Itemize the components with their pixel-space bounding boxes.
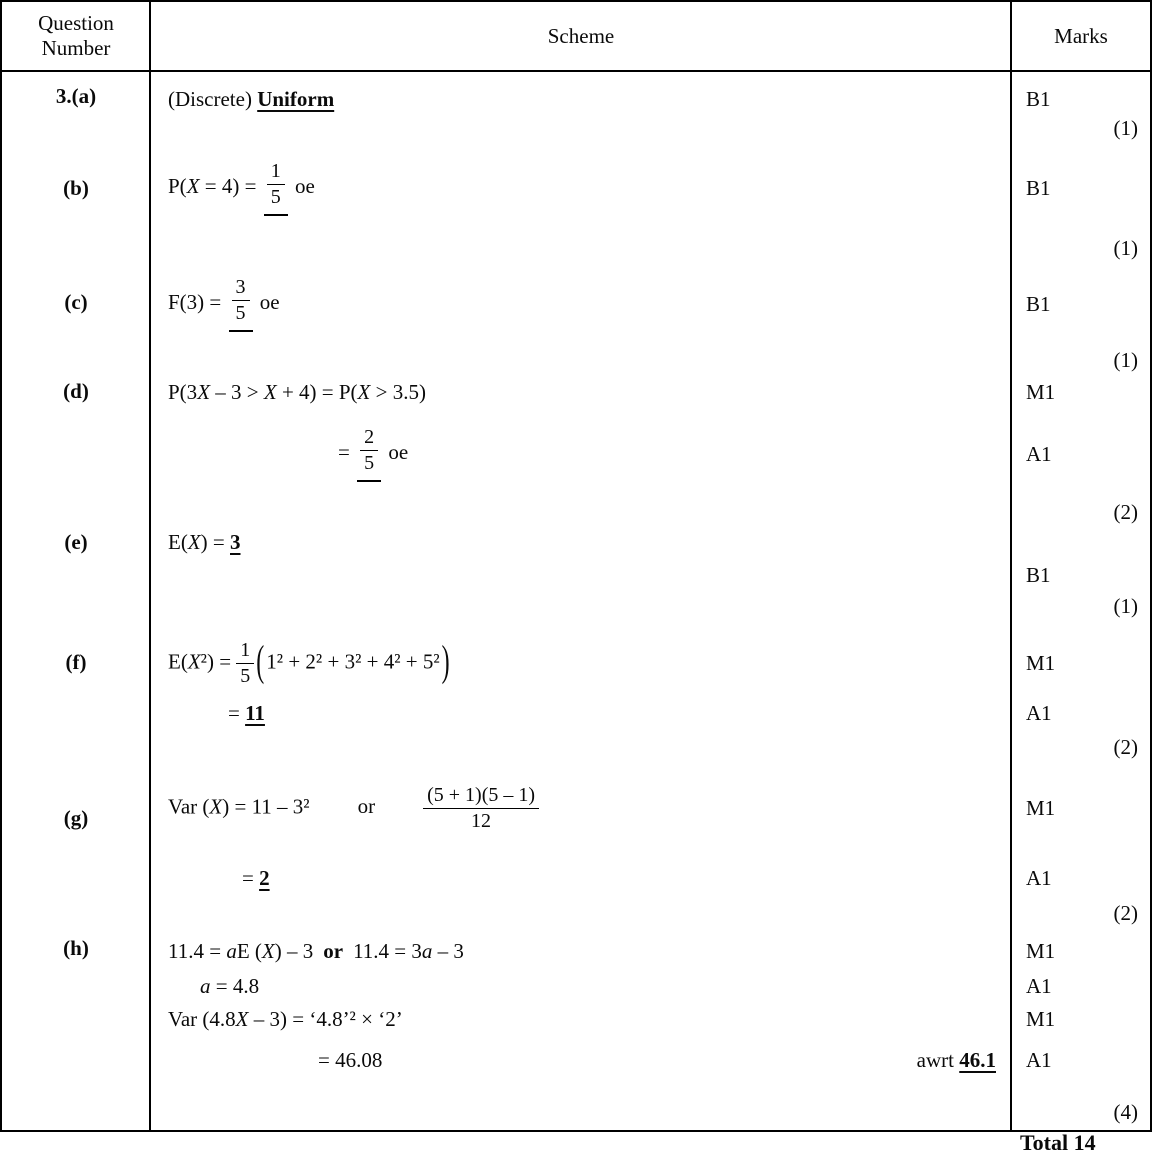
mark-code: A1 <box>1026 1047 1052 1072</box>
scheme-text: E( <box>168 648 188 673</box>
open-paren: ( <box>256 638 265 686</box>
variable: X <box>187 529 201 554</box>
variable: X <box>357 379 371 404</box>
scheme-text: = <box>338 439 356 464</box>
answer-text: 46.1 <box>959 1047 996 1072</box>
answer-text: 11 <box>245 700 265 725</box>
part-a <box>2 72 1150 142</box>
part-f <box>2 620 1150 762</box>
scheme-text: – 3) = ‘4.8’² × ‘2’ <box>248 1006 403 1031</box>
variable: X <box>197 379 211 404</box>
marks-count: (1) <box>1113 347 1138 372</box>
scheme-text: oe <box>383 439 409 464</box>
mark-code: B1 <box>1026 175 1051 200</box>
fraction-numerator: (5 + 1)(5 – 1) <box>423 784 539 809</box>
question-part-label: 3.(a) <box>55 84 97 108</box>
part-d <box>2 374 1150 526</box>
or-text: or <box>357 793 376 818</box>
mark-code: M1 <box>1026 650 1056 675</box>
scheme-line <box>150 784 1012 833</box>
mark-code: M1 <box>1026 379 1056 404</box>
fraction-denominator: 12 <box>471 809 492 832</box>
table-header <box>2 2 1150 72</box>
marks-count: (2) <box>1113 734 1138 759</box>
scheme-text: Var ( <box>168 793 210 818</box>
fraction-denominator: 5 <box>240 664 251 687</box>
scheme-text: = 46.08 <box>318 1047 383 1072</box>
scheme-line <box>150 426 1012 482</box>
scheme-text: oe <box>254 289 280 314</box>
mark-code: M1 <box>1026 1006 1056 1031</box>
question-part-label: (d) <box>63 379 89 403</box>
variable: X <box>261 938 275 963</box>
header-question-number: Question Number <box>38 10 114 60</box>
fraction <box>423 784 539 833</box>
mark-code: A1 <box>1026 973 1052 998</box>
question-part-label: (e) <box>64 530 88 554</box>
total-marks: Total 14 <box>1020 1130 1096 1155</box>
scheme-text: + 4) = P( <box>276 379 358 404</box>
column-divider <box>1010 2 1012 1130</box>
scheme-text: – 3 > <box>210 379 264 404</box>
fraction-denominator: 5 <box>364 452 375 474</box>
fraction-numerator: 1 <box>267 160 285 185</box>
fraction-numerator: 1 <box>236 639 254 664</box>
question-part-label: (h) <box>63 936 89 960</box>
header-marks: Marks <box>1054 23 1108 48</box>
marks-count: (2) <box>1113 900 1138 925</box>
scheme-text: = <box>228 700 246 725</box>
variable: X <box>235 1006 249 1031</box>
variable: a <box>421 938 433 963</box>
scheme-text: ²) = <box>200 648 237 673</box>
scheme-text: (Discrete) <box>168 86 258 111</box>
scheme-line <box>150 530 1012 555</box>
awrt-note <box>917 1048 996 1073</box>
scheme-line <box>150 701 1012 726</box>
answer-text: 2 <box>259 865 270 890</box>
scheme-line <box>150 639 1012 688</box>
scheme-text: = 4) = <box>199 173 262 198</box>
fraction <box>236 639 254 688</box>
fraction-answer <box>229 276 253 332</box>
scheme-line <box>150 866 1012 891</box>
scheme-text: > 3.5) <box>370 379 426 404</box>
part-e <box>2 526 1150 620</box>
scheme-text: = <box>242 865 260 890</box>
part-h <box>2 926 1150 1128</box>
mark-code: B1 <box>1026 562 1051 587</box>
total-row <box>2 1128 1150 1162</box>
variable: X <box>186 173 200 198</box>
scheme-line <box>150 276 1012 332</box>
scheme-text: awrt <box>916 1047 960 1072</box>
fraction-answer <box>264 160 288 216</box>
scheme-text: – 3 <box>432 938 464 963</box>
fraction-numerator: 3 <box>232 276 250 301</box>
fraction-answer <box>357 426 381 482</box>
variable: X <box>263 379 277 404</box>
marks-count: (1) <box>1113 115 1138 140</box>
marks-count: (2) <box>1113 499 1138 524</box>
mark-code: B1 <box>1026 86 1051 111</box>
or-text: or <box>323 938 344 963</box>
scheme-text: E ( <box>236 938 262 963</box>
mark-code: M1 <box>1026 795 1056 820</box>
scheme-text: Var (4.8 <box>168 1006 236 1031</box>
marks-count: (4) <box>1113 1099 1138 1124</box>
question-part-label: (c) <box>64 290 88 314</box>
question-part-label: (g) <box>63 806 89 830</box>
scheme-text: 11.4 = 3 <box>353 938 422 963</box>
marks-count: (1) <box>1113 235 1138 260</box>
question-part-label: (f) <box>65 650 87 674</box>
scheme-text: = 4.8 <box>210 973 260 998</box>
mark-code: A1 <box>1026 700 1052 725</box>
column-divider <box>149 2 151 1130</box>
scheme-text: 11.4 = <box>168 938 227 963</box>
mark-code: M1 <box>1026 938 1056 963</box>
scheme-text: P( <box>168 173 187 198</box>
part-b <box>2 142 1150 262</box>
fraction-denominator: 5 <box>270 186 281 208</box>
scheme-text: ) – 3 <box>274 938 314 963</box>
variable: a <box>200 973 211 998</box>
scheme-line <box>150 380 1012 405</box>
scheme-text: ) = <box>200 529 230 554</box>
scheme-line <box>150 1048 1012 1073</box>
scheme-line <box>150 160 1012 216</box>
variable: a <box>226 938 237 963</box>
close-paren: ) <box>441 638 450 686</box>
scheme-text: 1² + 2² + 3² + 4² + 5² <box>266 648 440 673</box>
scheme-text: ) = 11 – 3² <box>222 793 310 818</box>
variable: X <box>187 648 201 673</box>
part-g <box>2 762 1150 926</box>
scheme-text: P(3 <box>168 379 198 404</box>
fraction-denominator: 5 <box>235 302 246 324</box>
scheme-text: oe <box>289 173 315 198</box>
scheme-text: F(3) = <box>168 289 227 314</box>
scheme-line <box>150 974 1012 999</box>
variable: X <box>209 793 223 818</box>
scheme-line <box>150 939 1012 964</box>
part-c <box>2 262 1150 374</box>
marks-count: (1) <box>1113 593 1138 618</box>
mark-code: B1 <box>1026 291 1051 316</box>
mark-code: A1 <box>1026 441 1052 466</box>
mark-code: A1 <box>1026 865 1052 890</box>
fraction-numerator: 2 <box>360 426 378 451</box>
answer-text: Uniform <box>257 86 335 111</box>
scheme-text: E( <box>168 529 188 554</box>
scheme-line <box>150 87 1012 112</box>
answer-text: 3 <box>230 529 241 554</box>
header-scheme: Scheme <box>547 23 615 48</box>
question-part-label: (b) <box>63 176 89 200</box>
scheme-line <box>150 1007 1012 1032</box>
